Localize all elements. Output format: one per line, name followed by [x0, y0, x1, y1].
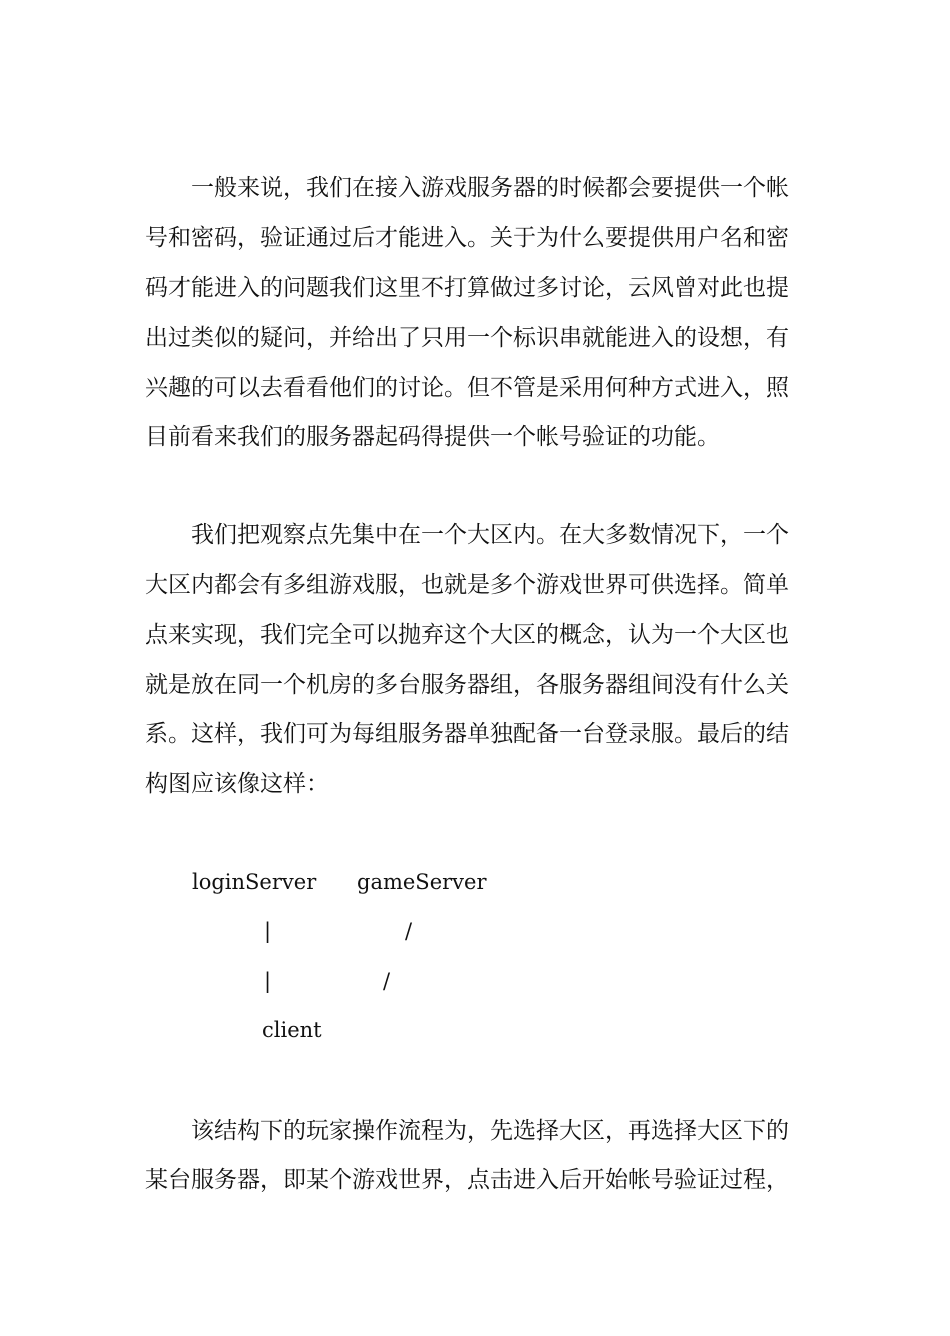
- text-line: 大区内都会有多组游戏服，也就是多个游戏世界可供选择。简单: [145, 572, 789, 598]
- text-line: 号和密码，验证通过后才能进入。关于为什么要提供用户名和密: [145, 225, 789, 251]
- connector-slash: /: [383, 969, 391, 993]
- client-label: client: [262, 1018, 322, 1042]
- login-server-label: loginServer: [192, 870, 317, 894]
- connector-slash: /: [405, 919, 413, 943]
- text-line: 一般来说，我们在接入游戏服务器的时候都会要提供一个帐: [145, 175, 789, 201]
- connector-pipe: |: [264, 919, 272, 943]
- text-line: 系。这样，我们可为每组服务器单独配备一台登录服。最后的结: [145, 721, 789, 747]
- game-server-label: gameServer: [357, 870, 487, 894]
- text-line: 就是放在同一个机房的多台服务器组，各服务器组间没有什么关: [145, 672, 789, 698]
- text-line: 点来实现，我们完全可以抛弃这个大区的概念，认为一个大区也: [145, 622, 789, 648]
- text-line: 兴趣的可以去看看他们的讨论。但不管是采用何种方式进入，照: [145, 375, 789, 401]
- text-line: 我们把观察点先集中在一个大区内。在大多数情况下，一个: [145, 522, 789, 548]
- text-line: 出过类似的疑问，并给出了只用一个标识串就能进入的设想，有: [145, 325, 789, 351]
- text-line: 目前看来我们的服务器起码得提供一个帐号验证的功能。: [145, 424, 720, 450]
- text-line: 构图应该像这样：: [145, 771, 329, 797]
- text-line: 某台服务器，即某个游戏世界，点击进入后开始帐号验证过程，: [145, 1167, 789, 1193]
- connector-pipe: |: [264, 969, 272, 993]
- text-line: 码才能进入的问题我们这里不打算做过多讨论，云风曾对此也提: [145, 275, 789, 301]
- text-line: 该结构下的玩家操作流程为，先选择大区，再选择大区下的: [145, 1118, 789, 1144]
